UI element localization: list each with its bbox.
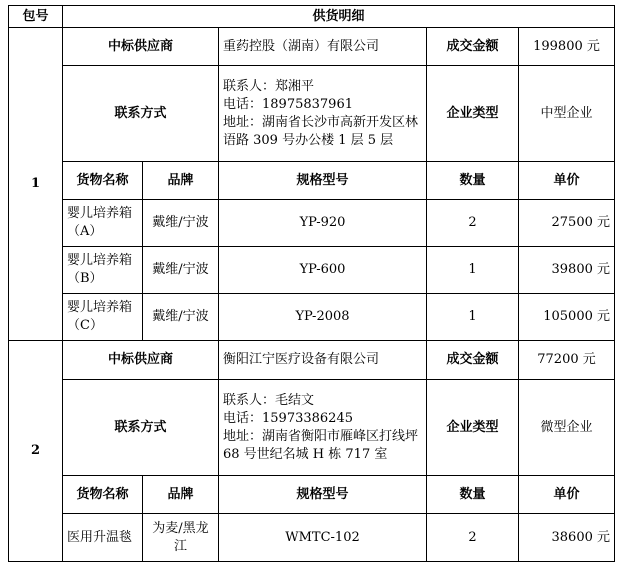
contact-phone: 电话：18975837961 xyxy=(223,96,353,112)
unit-price-header: 单价 xyxy=(519,476,615,514)
table-row xyxy=(9,247,615,294)
supplier-name: 重药控股（湖南）有限公司 xyxy=(219,28,427,66)
supplier-name: 衡阳江宁医疗设备有限公司 xyxy=(219,341,427,380)
goods-header-row xyxy=(9,476,615,514)
contact-person: 联系人：郑湘平 xyxy=(223,78,315,94)
supply-detail-table xyxy=(8,5,615,562)
quantity-header: 数量 xyxy=(427,476,519,514)
package-number-header: 包号 xyxy=(9,6,63,28)
brand-header: 品牌 xyxy=(143,162,219,200)
table-row xyxy=(9,200,615,247)
unit-price: 105000 元 xyxy=(519,294,615,341)
deal-amount: 199800 元 xyxy=(519,28,615,66)
quantity-header: 数量 xyxy=(427,162,519,200)
quantity: 2 xyxy=(427,514,519,562)
brand: 戴维/宁波 xyxy=(143,294,219,341)
contact-label: 联系方式 xyxy=(63,380,219,476)
table-row xyxy=(9,341,615,380)
enterprise-type-label: 企业类型 xyxy=(427,66,519,162)
enterprise-type-label: 企业类型 xyxy=(427,380,519,476)
contact-address: 地址：湖南省衡阳市雁峰区打线坪 68 号世纪名城 H 栋 717 室 xyxy=(223,428,419,462)
deal-amount: 77200 元 xyxy=(519,341,615,380)
supplier-label: 中标供应商 xyxy=(63,28,219,66)
goods-name-header: 货物名称 xyxy=(63,476,143,514)
goods-name: 婴儿培养箱（A） xyxy=(63,200,143,247)
supplier-label: 中标供应商 xyxy=(63,341,219,380)
table-row xyxy=(9,66,615,162)
table-row xyxy=(9,380,615,476)
brand: 戴维/宁波 xyxy=(143,200,219,247)
goods-header-row xyxy=(9,162,615,200)
model-header: 规格型号 xyxy=(219,476,427,514)
supply-detail-header: 供货明细 xyxy=(63,6,615,28)
brand: 戴维/宁波 xyxy=(143,247,219,294)
unit-price: 27500 元 xyxy=(519,200,615,247)
package-number: 2 xyxy=(9,341,63,562)
unit-price-header: 单价 xyxy=(519,162,615,200)
package-number: 1 xyxy=(9,28,63,341)
table-header-row xyxy=(9,6,615,28)
contact-phone: 电话：15973386245 xyxy=(223,410,353,426)
model-header: 规格型号 xyxy=(219,162,427,200)
amount-label: 成交金额 xyxy=(427,341,519,380)
table-row xyxy=(9,28,615,66)
unit-price: 38600 元 xyxy=(519,514,615,562)
quantity: 1 xyxy=(427,294,519,341)
model: WMTC-102 xyxy=(219,514,427,562)
model: YP-600 xyxy=(219,247,427,294)
goods-name: 婴儿培养箱（C） xyxy=(63,294,143,341)
amount-label: 成交金额 xyxy=(427,28,519,66)
brand: 为麦/黑龙江 xyxy=(143,514,219,562)
goods-name: 婴儿培养箱（B） xyxy=(63,247,143,294)
table-row xyxy=(9,294,615,341)
unit-price: 39800 元 xyxy=(519,247,615,294)
contact-person: 联系人：毛结文 xyxy=(223,392,315,408)
brand-header: 品牌 xyxy=(143,476,219,514)
contact-address: 地址：湖南省长沙市高新开发区林语路 309 号办公楼 1 层 5 层 xyxy=(223,114,419,148)
enterprise-type: 微型企业 xyxy=(519,380,615,476)
contact-info xyxy=(219,380,427,476)
model: YP-2008 xyxy=(219,294,427,341)
contact-label: 联系方式 xyxy=(63,66,219,162)
goods-name-header: 货物名称 xyxy=(63,162,143,200)
quantity: 1 xyxy=(427,247,519,294)
quantity: 2 xyxy=(427,200,519,247)
goods-name: 医用升温毯 xyxy=(63,514,143,562)
contact-info xyxy=(219,66,427,162)
enterprise-type: 中型企业 xyxy=(519,66,615,162)
model: YP-920 xyxy=(219,200,427,247)
table-row xyxy=(9,514,615,562)
